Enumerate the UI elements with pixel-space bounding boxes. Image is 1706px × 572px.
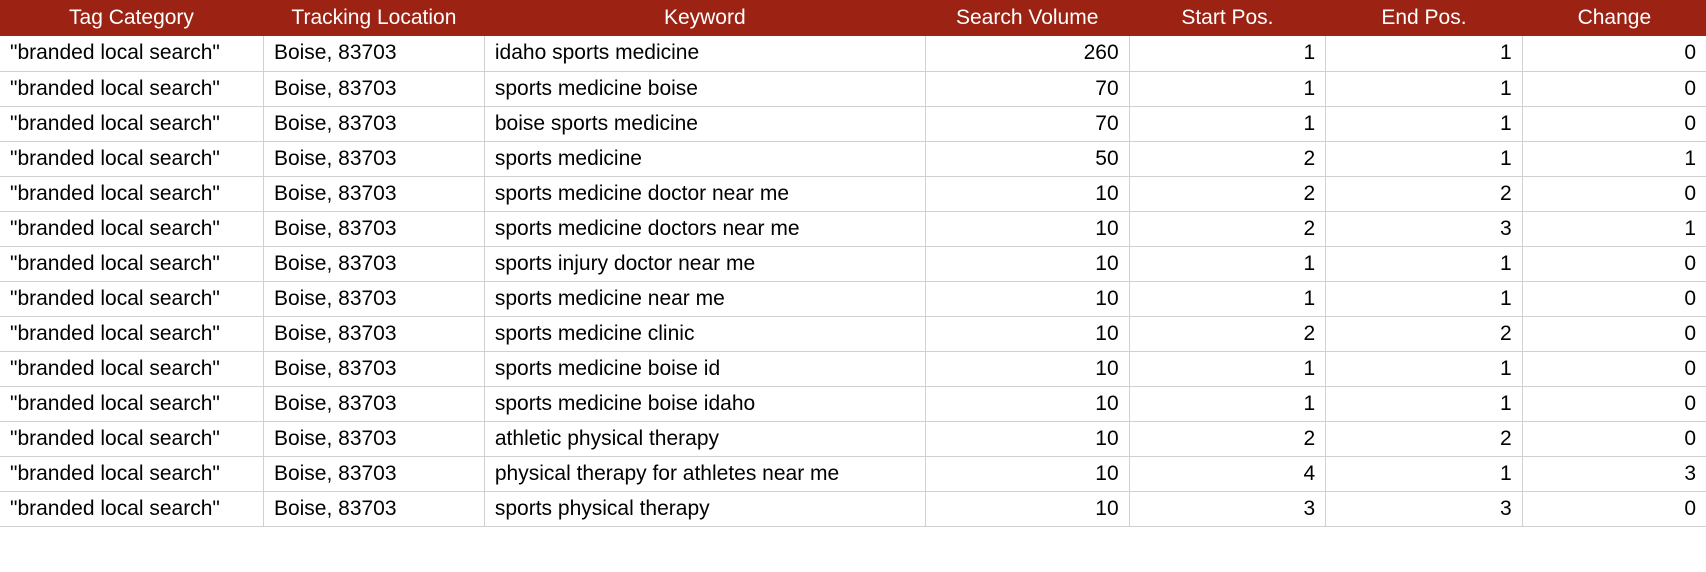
cell-end-pos: 1 <box>1326 141 1523 176</box>
cell-tag-category: "branded local search" <box>0 211 263 246</box>
cell-search-volume: 10 <box>925 386 1129 421</box>
table-row <box>0 386 1706 421</box>
cell-change-none: 0 <box>1522 106 1706 141</box>
cell-tracking-location: Boise, 83703 <box>263 351 484 386</box>
cell-keyword: sports physical therapy <box>484 491 925 526</box>
cell-tag-category: "branded local search" <box>0 36 263 71</box>
cell-change-none: 0 <box>1522 36 1706 71</box>
cell-tracking-location: Boise, 83703 <box>263 421 484 456</box>
cell-keyword: sports medicine boise id <box>484 351 925 386</box>
table-row <box>0 211 1706 246</box>
cell-search-volume: 260 <box>925 36 1129 71</box>
cell-keyword: sports medicine doctors near me <box>484 211 925 246</box>
cell-tracking-location: Boise, 83703 <box>263 281 484 316</box>
table-body <box>0 36 1706 526</box>
column-header-keyword[interactable]: Keyword <box>484 0 925 36</box>
cell-tag-category: "branded local search" <box>0 421 263 456</box>
cell-end-pos: 1 <box>1326 36 1523 71</box>
column-header-start-pos[interactable]: Start Pos. <box>1129 0 1326 36</box>
cell-tracking-location: Boise, 83703 <box>263 211 484 246</box>
cell-change-none: 0 <box>1522 351 1706 386</box>
cell-start-pos: 2 <box>1129 316 1326 351</box>
column-header-search-volume[interactable]: Search Volume <box>925 0 1129 36</box>
cell-start-pos: 3 <box>1129 491 1326 526</box>
cell-tag-category: "branded local search" <box>0 351 263 386</box>
cell-start-pos: 2 <box>1129 176 1326 211</box>
cell-keyword: sports injury doctor near me <box>484 246 925 281</box>
cell-change-none: 0 <box>1522 491 1706 526</box>
table-row <box>0 491 1706 526</box>
cell-tracking-location: Boise, 83703 <box>263 246 484 281</box>
cell-end-pos: 3 <box>1326 491 1523 526</box>
cell-change-none: 0 <box>1522 246 1706 281</box>
cell-tag-category: "branded local search" <box>0 106 263 141</box>
cell-start-pos: 1 <box>1129 106 1326 141</box>
cell-end-pos: 2 <box>1326 421 1523 456</box>
cell-search-volume: 10 <box>925 281 1129 316</box>
cell-change-none: 0 <box>1522 316 1706 351</box>
cell-tag-category: "branded local search" <box>0 456 263 491</box>
table-header-row <box>0 0 1706 36</box>
cell-search-volume: 10 <box>925 491 1129 526</box>
table-row <box>0 351 1706 386</box>
cell-search-volume: 10 <box>925 176 1129 211</box>
cell-keyword: sports medicine doctor near me <box>484 176 925 211</box>
cell-keyword: athletic physical therapy <box>484 421 925 456</box>
cell-end-pos: 1 <box>1326 386 1523 421</box>
cell-keyword: sports medicine boise <box>484 71 925 106</box>
cell-tag-category: "branded local search" <box>0 246 263 281</box>
cell-change-none: 0 <box>1522 386 1706 421</box>
cell-tracking-location: Boise, 83703 <box>263 71 484 106</box>
cell-end-pos: 1 <box>1326 246 1523 281</box>
cell-keyword: physical therapy for athletes near me <box>484 456 925 491</box>
cell-search-volume: 70 <box>925 71 1129 106</box>
cell-start-pos: 2 <box>1129 141 1326 176</box>
cell-search-volume: 70 <box>925 106 1129 141</box>
cell-tracking-location: Boise, 83703 <box>263 386 484 421</box>
cell-end-pos: 2 <box>1326 316 1523 351</box>
cell-end-pos: 1 <box>1326 281 1523 316</box>
cell-search-volume: 10 <box>925 456 1129 491</box>
table-row <box>0 246 1706 281</box>
cell-change-none: 0 <box>1522 71 1706 106</box>
cell-change-none: 0 <box>1522 176 1706 211</box>
column-header-end-pos[interactable]: End Pos. <box>1326 0 1523 36</box>
table-header <box>0 0 1706 36</box>
table-row <box>0 316 1706 351</box>
cell-search-volume: 10 <box>925 351 1129 386</box>
cell-end-pos: 1 <box>1326 351 1523 386</box>
cell-start-pos: 4 <box>1129 456 1326 491</box>
table-row <box>0 71 1706 106</box>
cell-end-pos: 2 <box>1326 176 1523 211</box>
cell-keyword: boise sports medicine <box>484 106 925 141</box>
cell-start-pos: 1 <box>1129 281 1326 316</box>
cell-end-pos: 1 <box>1326 456 1523 491</box>
cell-tag-category: "branded local search" <box>0 316 263 351</box>
column-header-tag-category[interactable]: Tag Category <box>0 0 263 36</box>
cell-start-pos: 1 <box>1129 36 1326 71</box>
cell-search-volume: 10 <box>925 246 1129 281</box>
cell-search-volume: 50 <box>925 141 1129 176</box>
cell-tag-category: "branded local search" <box>0 71 263 106</box>
cell-change-up: 3 <box>1522 456 1706 491</box>
cell-search-volume: 10 <box>925 421 1129 456</box>
cell-keyword: sports medicine boise idaho <box>484 386 925 421</box>
table-row <box>0 421 1706 456</box>
table-row <box>0 141 1706 176</box>
cell-end-pos: 1 <box>1326 106 1523 141</box>
cell-end-pos: 1 <box>1326 71 1523 106</box>
table-row <box>0 176 1706 211</box>
table-row <box>0 106 1706 141</box>
cell-tracking-location: Boise, 83703 <box>263 316 484 351</box>
cell-tracking-location: Boise, 83703 <box>263 176 484 211</box>
cell-tracking-location: Boise, 83703 <box>263 36 484 71</box>
cell-start-pos: 2 <box>1129 421 1326 456</box>
column-header-tracking-location[interactable]: Tracking Location <box>263 0 484 36</box>
cell-tag-category: "branded local search" <box>0 386 263 421</box>
cell-start-pos: 2 <box>1129 211 1326 246</box>
cell-change-up: 1 <box>1522 141 1706 176</box>
cell-search-volume: 10 <box>925 211 1129 246</box>
cell-start-pos: 1 <box>1129 71 1326 106</box>
cell-tracking-location: Boise, 83703 <box>263 491 484 526</box>
cell-end-pos: 3 <box>1326 211 1523 246</box>
cell-change-none: 0 <box>1522 281 1706 316</box>
cell-tracking-location: Boise, 83703 <box>263 141 484 176</box>
cell-tag-category: "branded local search" <box>0 176 263 211</box>
cell-start-pos: 1 <box>1129 246 1326 281</box>
cell-keyword: sports medicine <box>484 141 925 176</box>
cell-change-none: 0 <box>1522 421 1706 456</box>
cell-tracking-location: Boise, 83703 <box>263 456 484 491</box>
cell-change-down: 1 <box>1522 211 1706 246</box>
cell-tracking-location: Boise, 83703 <box>263 106 484 141</box>
cell-keyword: sports medicine clinic <box>484 316 925 351</box>
column-header-change[interactable]: Change <box>1522 0 1706 36</box>
cell-start-pos: 1 <box>1129 386 1326 421</box>
cell-tag-category: "branded local search" <box>0 141 263 176</box>
cell-start-pos: 1 <box>1129 351 1326 386</box>
cell-keyword: sports medicine near me <box>484 281 925 316</box>
table-row <box>0 36 1706 71</box>
cell-keyword: idaho sports medicine <box>484 36 925 71</box>
table-row <box>0 281 1706 316</box>
cell-search-volume: 10 <box>925 316 1129 351</box>
table-row <box>0 456 1706 491</box>
cell-tag-category: "branded local search" <box>0 491 263 526</box>
cell-tag-category: "branded local search" <box>0 281 263 316</box>
